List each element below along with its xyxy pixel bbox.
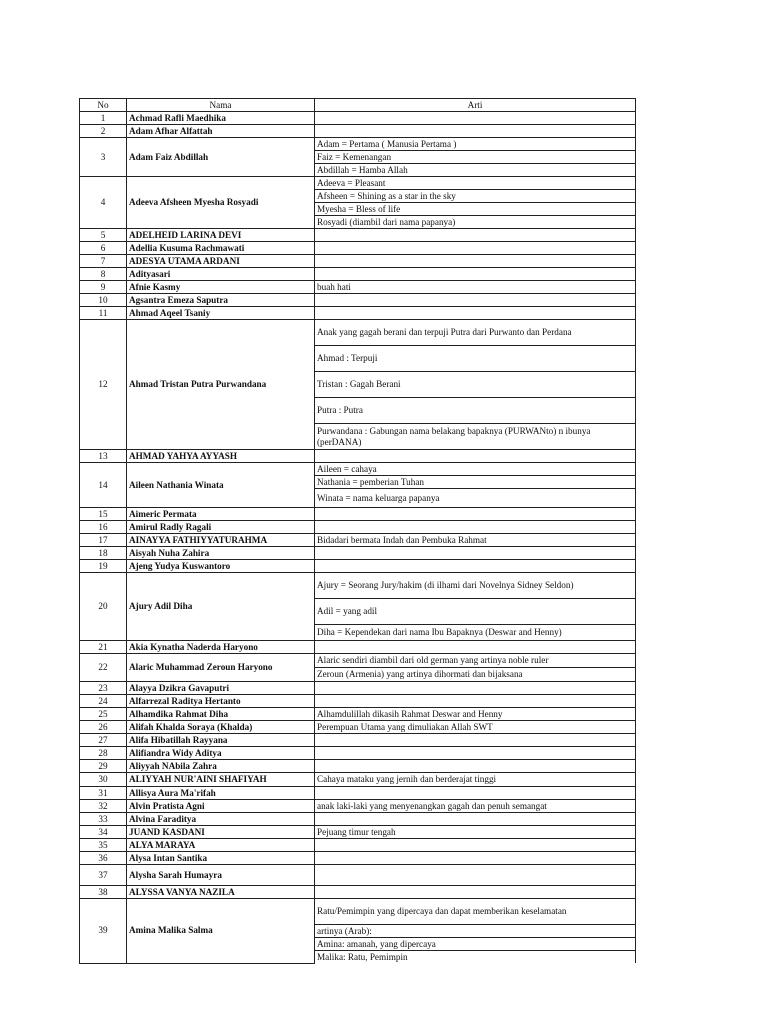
table-row [80, 682, 636, 695]
cell-arti: Pejuang timur tengah [315, 826, 636, 839]
table-row [80, 307, 636, 320]
table-row [80, 547, 636, 560]
cell-arti: buah hati [315, 281, 636, 294]
cell-no: 24 [80, 695, 127, 708]
cell-no: 33 [80, 813, 127, 826]
cell-arti [315, 865, 636, 886]
cell-nama: Aileen Nathania Winata [127, 463, 315, 508]
cell-arti: Adeeva = Pleasant [315, 177, 636, 190]
cell-nama: Adam Afhar Alfattah [127, 125, 315, 138]
cell-arti: Ratu/Pemimpin yang dipercaya dan dapat memberikan keselamatan [315, 899, 636, 925]
cell-arti [315, 560, 636, 573]
cell-nama: Alaric Muhammad Zeroun Haryono [127, 654, 315, 682]
cell-arti: Purwandana : Gabungan nama belakang bapaknya (PURWANto) n ibunya (perDANA) [315, 424, 636, 450]
cell-nama: Alayya Dzikra Gavaputri [127, 682, 315, 695]
cell-arti: Anak yang gagah berani dan terpuji Putra dari Purwanto dan Perdana [315, 320, 636, 346]
cell-arti: Abdillah = Hamba Allah [315, 164, 636, 177]
cell-arti [315, 508, 636, 521]
cell-no: 4 [80, 177, 127, 229]
cell-arti: Aileen = cahaya [315, 463, 636, 476]
table-row [80, 573, 636, 599]
table-row [80, 721, 636, 734]
cell-arti [315, 886, 636, 899]
cell-no: 1 [80, 112, 127, 125]
cell-no: 8 [80, 268, 127, 281]
table-body [80, 112, 636, 964]
table-row [80, 852, 636, 865]
table-row [80, 521, 636, 534]
table-row [80, 839, 636, 852]
cell-no: 16 [80, 521, 127, 534]
cell-arti [315, 747, 636, 760]
cell-nama: Adeeva Afsheen Myesha Rosyadi [127, 177, 315, 229]
cell-nama: ADESYA UTAMA ARDANI [127, 255, 315, 268]
cell-arti [315, 852, 636, 865]
cell-nama: Amina Malika Salma [127, 899, 315, 964]
cell-arti [315, 641, 636, 654]
cell-no: 7 [80, 255, 127, 268]
cell-arti: Adam = Pertama ( Manusia Pertama ) [315, 138, 636, 151]
cell-nama: Adellia Kusuma Rachmawati [127, 242, 315, 255]
cell-no: 11 [80, 307, 127, 320]
cell-arti [315, 547, 636, 560]
table-row [80, 865, 636, 886]
cell-no: 28 [80, 747, 127, 760]
cell-arti: Myesha = Bless of life [315, 203, 636, 216]
cell-nama: AINAYYA FATHIYYATURAHMA [127, 534, 315, 547]
cell-arti: Adil = yang adil [315, 599, 636, 625]
cell-arti: Zeroun (Armenia) yang artinya dihormati dan bijaksana [315, 668, 636, 682]
cell-arti [315, 294, 636, 307]
cell-nama: Alifah Khalda Soraya (Khalda) [127, 721, 315, 734]
cell-nama: Alysha Sarah Humayra [127, 865, 315, 886]
header-no: No [80, 99, 127, 112]
cell-arti: Alhamdulillah dikasih Rahmat Deswar and Henny [315, 708, 636, 721]
cell-nama: ADELHEID LARINA DEVI [127, 229, 315, 242]
cell-no: 37 [80, 865, 127, 886]
table-header-row [80, 99, 636, 112]
cell-no: 38 [80, 886, 127, 899]
cell-arti [315, 112, 636, 125]
cell-nama: Alvina Faraditya [127, 813, 315, 826]
cell-no: 19 [80, 560, 127, 573]
table-row [80, 734, 636, 747]
cell-nama: Alysa Intan Santika [127, 852, 315, 865]
cell-arti: Nathania = pemberian Tuhan [315, 476, 636, 489]
cell-arti [315, 839, 636, 852]
cell-nama: Ajury Adil Diha [127, 573, 315, 641]
cell-no: 2 [80, 125, 127, 138]
cell-arti: Ahmad : Terpuji [315, 346, 636, 372]
cell-arti: Bidadari bermata Indah dan Pembuka Rahmat [315, 534, 636, 547]
cell-nama: ALIYYAH NUR'AINI SHAFIYAH [127, 773, 315, 787]
cell-no: 15 [80, 508, 127, 521]
cell-no: 9 [80, 281, 127, 294]
cell-nama: Amirul Radly Ragali [127, 521, 315, 534]
cell-arti [315, 787, 636, 800]
table-row [80, 641, 636, 654]
cell-arti: Rosyadi (diambil dari nama papanya) [315, 216, 636, 229]
cell-no: 22 [80, 654, 127, 682]
cell-arti: Diha = Kependekan dari nama Ibu Bapaknya (Deswar and Henny) [315, 625, 636, 641]
cell-no: 17 [80, 534, 127, 547]
cell-no: 14 [80, 463, 127, 508]
table-row [80, 229, 636, 242]
cell-arti: Winata = nama keluarga papanya [315, 489, 636, 508]
table-row [80, 886, 636, 899]
cell-arti: Malika: Ratu, Pemimpin [315, 951, 636, 964]
table-row [80, 294, 636, 307]
cell-arti: artinya (Arab): [315, 925, 636, 938]
table-row [80, 747, 636, 760]
table-row [80, 800, 636, 813]
table-row [80, 813, 636, 826]
cell-nama: Ajeng Yudya Kuswantoro [127, 560, 315, 573]
cell-arti [315, 682, 636, 695]
cell-arti [315, 734, 636, 747]
cell-arti: Perempuan Utama yang dimuliakan Allah SWT [315, 721, 636, 734]
cell-no: 35 [80, 839, 127, 852]
table-row [80, 242, 636, 255]
cell-arti [315, 813, 636, 826]
cell-no: 20 [80, 573, 127, 641]
cell-arti [315, 760, 636, 773]
names-table-sheet [79, 98, 635, 964]
table-row [80, 826, 636, 839]
table-row [80, 534, 636, 547]
cell-nama: Allisya Aura Ma'rifah [127, 787, 315, 800]
table-row [80, 320, 636, 346]
table-row [80, 177, 636, 190]
cell-no: 25 [80, 708, 127, 721]
table-row [80, 787, 636, 800]
cell-no: 10 [80, 294, 127, 307]
cell-nama: Alhamdika Rahmat Diha [127, 708, 315, 721]
cell-nama: Ahmad Aqeel Tsaniy [127, 307, 315, 320]
cell-no: 30 [80, 773, 127, 787]
cell-nama: Aisyah Nuha Zahira [127, 547, 315, 560]
cell-nama: Achmad Rafli Maedhika [127, 112, 315, 125]
cell-no: 5 [80, 229, 127, 242]
cell-arti: Alaric sendiri diambil dari old german yang artinya noble ruler [315, 654, 636, 668]
cell-no: 36 [80, 852, 127, 865]
cell-no: 6 [80, 242, 127, 255]
cell-nama: Alifiandra Widy Aditya [127, 747, 315, 760]
cell-no: 29 [80, 760, 127, 773]
cell-arti: anak laki-laki yang menyenangkan gagah dan penuh semangat [315, 800, 636, 813]
table-row [80, 654, 636, 668]
cell-nama: Agsantra Emeza Saputra [127, 294, 315, 307]
table-row [80, 708, 636, 721]
table-row [80, 695, 636, 708]
cell-nama: ALYSSA VANYA NAZILA [127, 886, 315, 899]
cell-no: 18 [80, 547, 127, 560]
cell-arti: Afsheen = Shining as a star in the sky [315, 190, 636, 203]
cell-arti [315, 242, 636, 255]
cell-nama: JUAND KASDANI [127, 826, 315, 839]
cell-nama: AHMAD YAHYA AYYASH [127, 450, 315, 463]
cell-nama: Afnie Kasmy [127, 281, 315, 294]
cell-nama: Alfarrezal Raditya Hertanto [127, 695, 315, 708]
table-row [80, 125, 636, 138]
cell-arti: Amina: amanah, yang dipercaya [315, 938, 636, 951]
cell-nama: Aimeric Permata [127, 508, 315, 521]
cell-nama: Adityasari [127, 268, 315, 281]
cell-no: 39 [80, 899, 127, 964]
table-row [80, 112, 636, 125]
cell-arti: Cahaya mataku yang jernih dan berderajat tinggi [315, 773, 636, 787]
cell-no: 21 [80, 641, 127, 654]
table-row [80, 463, 636, 476]
cell-arti [315, 255, 636, 268]
cell-no: 27 [80, 734, 127, 747]
cell-no: 3 [80, 138, 127, 177]
cell-nama: Adam Faiz Abdillah [127, 138, 315, 177]
cell-nama: Alvin Pratista Agni [127, 800, 315, 813]
table-row [80, 760, 636, 773]
cell-nama: Aliyyah NAbila Zahra [127, 760, 315, 773]
table-row [80, 268, 636, 281]
cell-arti [315, 125, 636, 138]
cell-no: 23 [80, 682, 127, 695]
cell-no: 26 [80, 721, 127, 734]
cell-nama: Alifa Hibatillah Rayyana [127, 734, 315, 747]
cell-no: 12 [80, 320, 127, 450]
table-row [80, 255, 636, 268]
cell-arti [315, 450, 636, 463]
cell-arti: Putra : Putra [315, 398, 636, 424]
table-row [80, 773, 636, 787]
table-row [80, 560, 636, 573]
cell-arti [315, 521, 636, 534]
cell-no: 31 [80, 787, 127, 800]
cell-no: 34 [80, 826, 127, 839]
table-row [80, 138, 636, 151]
header-arti: Arti [315, 99, 636, 112]
cell-arti [315, 695, 636, 708]
cell-nama: ALYA MARAYA [127, 839, 315, 852]
cell-arti [315, 229, 636, 242]
table-row [80, 899, 636, 925]
cell-arti: Tristan : Gagah Berani [315, 372, 636, 398]
cell-arti: Ajury = Seorang Jury/hakim (di ilhami dari Novelnya Sidney Seldon) [315, 573, 636, 599]
cell-no: 32 [80, 800, 127, 813]
cell-nama: Akia Kynatha Naderda Haryono [127, 641, 315, 654]
cell-arti: Faiz = Kemenangan [315, 151, 636, 164]
cell-arti [315, 268, 636, 281]
names-table [79, 98, 636, 964]
table-row [80, 450, 636, 463]
table-row [80, 508, 636, 521]
header-nama: Nama [127, 99, 315, 112]
table-row [80, 281, 636, 294]
cell-no: 13 [80, 450, 127, 463]
cell-arti [315, 307, 636, 320]
cell-nama: Ahmad Tristan Putra Purwandana [127, 320, 315, 450]
